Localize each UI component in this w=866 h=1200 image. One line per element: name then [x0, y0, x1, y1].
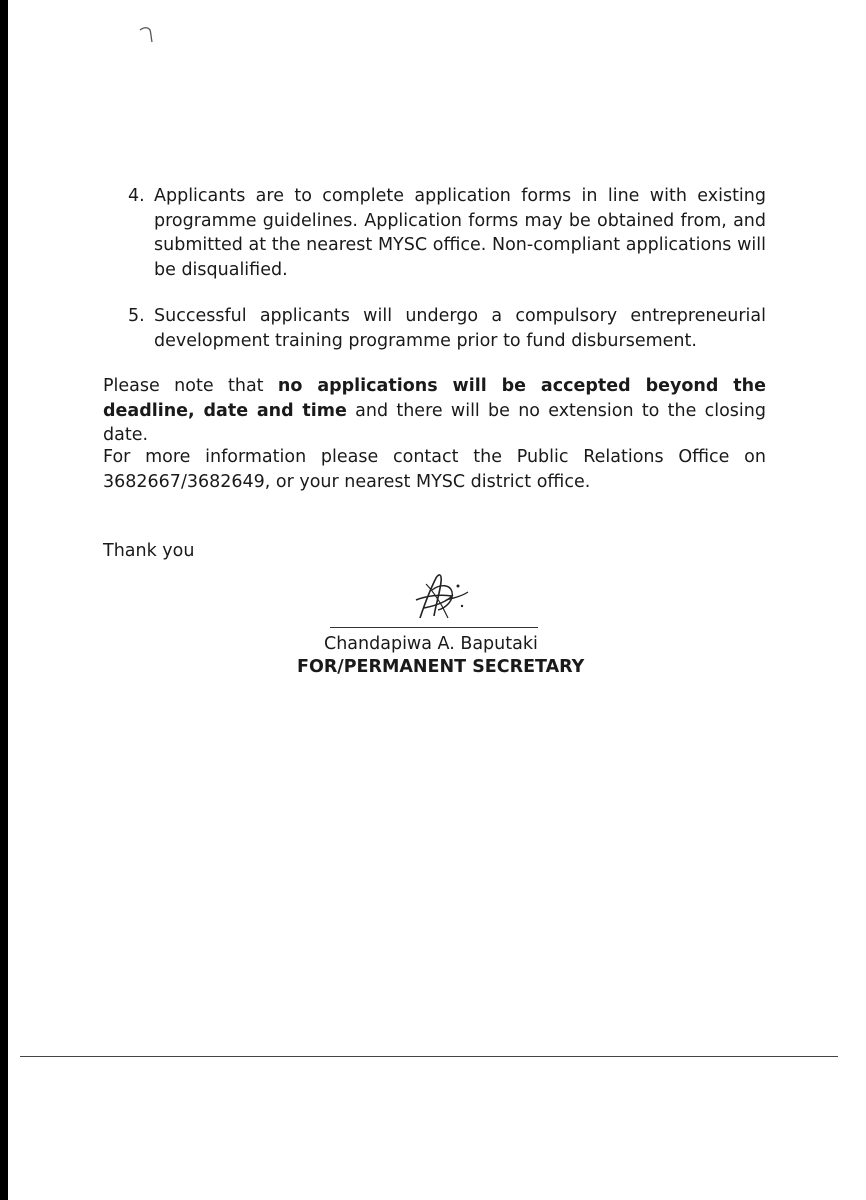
note-emphasis: no applications will be accepted beyond the deadline, date and time [103, 376, 766, 421]
footer-divider [20, 1056, 838, 1057]
list-number: 4. [128, 186, 145, 206]
signatory-name: Chandapiwa A. Baputaki [324, 634, 538, 654]
stray-pen-mark [136, 22, 158, 46]
list-item-4 [128, 184, 766, 282]
list-text: Applicants are to complete application forms in line with existing programme guidelines. Application forms may be obtained from, and submitted at the nearest MYSC office. Non-compliant applications will be disqualified. [154, 186, 766, 280]
contact-paragraph: For more information please contact the Public Relations Office on 3682667/3682649, or your nearest MYSC district office. [103, 447, 766, 492]
note-tail: and there will be no extension to the closing date. [103, 400, 766, 445]
note-lead: Please note that [103, 376, 278, 396]
closing-line: Thank you [103, 541, 195, 561]
signatory-title: FOR/PERMANENT SECRETARY [297, 657, 585, 677]
handwritten-signature [406, 570, 476, 622]
list-item-5 [128, 304, 766, 353]
deadline-note [103, 374, 766, 448]
signature-line [330, 627, 538, 628]
list-number: 5. [128, 306, 145, 326]
document-page [8, 0, 866, 1200]
list-text: Successful applicants will undergo a compulsory entrepreneurial development training programme prior to fund disbursement. [154, 306, 766, 351]
